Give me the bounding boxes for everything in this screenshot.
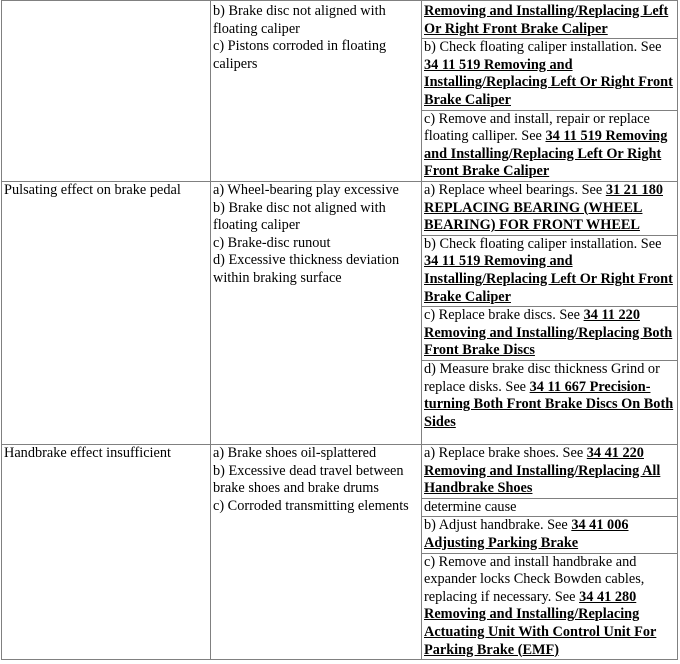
remedy-item: a) Replace wheel bearings. See 31 21 180 REPLACING BEARING (WHEEL BEARING) FOR FRONT WHEEL [424, 182, 663, 234]
remedy-item: b) Adjust handbrake. See 34 41 006 Adjusting Parking Brake [424, 517, 629, 551]
symptom-cell: Pulsating effect on brake pedal [2, 182, 211, 445]
reference-link[interactable]: 34 11 220 Removing and Installing/Replacing Both Front Brake Discs [424, 307, 673, 359]
cause-item: d) Excessive thickness deviation within braking surface [213, 252, 400, 286]
remedy-item: d) Measure brake disc thickness Grind or replace disks. See 34 11 667 Precision-turning Both Front Brake Discs On Both Sides [424, 360, 674, 430]
reference-link[interactable]: 31 21 180 REPLACING BEARING (WHEEL BEARING) FOR FRONT WHEEL [424, 182, 663, 234]
cause-item: a) Brake shoes oil-splattered [213, 445, 377, 461]
reference-link[interactable]: Removing and Installing/Replacing Left Or Right Front Brake Caliper [424, 3, 669, 37]
remedies-cell [422, 182, 678, 445]
causes-cell [211, 182, 422, 445]
cause-item: c) Corroded transmitting elements [213, 497, 409, 514]
cause-item: a) Wheel-bearing play excessive [213, 182, 399, 198]
remedy-item: a) Replace brake shoes. See 34 41 220 Removing and Installing/Replacing All Handbrake Shoes [424, 445, 661, 497]
causes-cell [211, 445, 422, 660]
reference-link[interactable]: 34 41 280 Removing and Installing/Replacing Actuating Unit With Control Unit For Parking Brake (EMF) [424, 588, 657, 658]
reference-link[interactable]: 34 41 220 Removing and Installing/Replacing All Handbrake Shoes [424, 445, 661, 497]
diagnosis-table [1, 0, 678, 660]
remedy-item: c) Replace brake discs. See 34 11 220 Removing and Installing/Replacing Both Front Brake Discs [424, 307, 673, 359]
cause-item: b) Brake disc not aligned with floating caliper [213, 199, 386, 234]
reference-link[interactable]: 34 11 519 Removing and Installing/Replacing Left Or Right Front Brake Caliper [424, 56, 673, 108]
table-row [2, 182, 678, 445]
reference-link[interactable]: 34 41 006 Adjusting Parking Brake [424, 517, 629, 551]
remedies-cell [422, 445, 678, 660]
causes-cell [211, 1, 422, 182]
table-row [2, 1, 678, 182]
remedy-item: b) Check floating caliper installation. See 34 11 519 Removing and Installing/Replacing Left Or Right Front Brake Caliper [424, 39, 673, 108]
cause-item: b) Brake disc not aligned with floating caliper [213, 3, 386, 37]
remedy-item [424, 3, 677, 38]
table-row [2, 445, 678, 660]
reference-link[interactable]: 34 11 667 Precision-turning Both Front Brake Discs On Both Sides [424, 378, 674, 430]
reference-link[interactable]: 34 11 519 Removing and Installing/Replacing Left Or Right Front Brake Caliper [424, 128, 668, 180]
remedy-item: determine cause [424, 498, 517, 515]
cause-item: b) Excessive dead travel between brake shoes and brake drums [213, 462, 404, 497]
cause-item: c) Brake-disc runout [213, 234, 331, 251]
reference-link[interactable]: 34 11 519 Removing and Installing/Replacing Left Or Right Front Brake Caliper [424, 253, 673, 305]
symptom-cell: Handbrake effect insufficient [2, 445, 211, 660]
cause-item: c) Pistons corroded in floating calipers [213, 38, 387, 72]
symptom-cell [2, 1, 211, 182]
remedy-item: b) Check floating caliper installation. See 34 11 519 Removing and Installing/Replacing Left Or Right Front Brake Caliper [424, 235, 673, 305]
remedies-cell [422, 1, 678, 182]
remedy-item: c) Remove and install, repair or replace floating calliper. See 34 11 519 Removing and Installing/Replacing Left Or Right Front Brake Caliper [424, 110, 668, 180]
remedy-item: c) Remove and install handbrake and expander locks Check Bowden cables, replacing if necessary. See 34 41 280 Removing and Installing/Replacing Actuating Unit With Control Unit For Parking Brake (EMF) [424, 553, 657, 658]
